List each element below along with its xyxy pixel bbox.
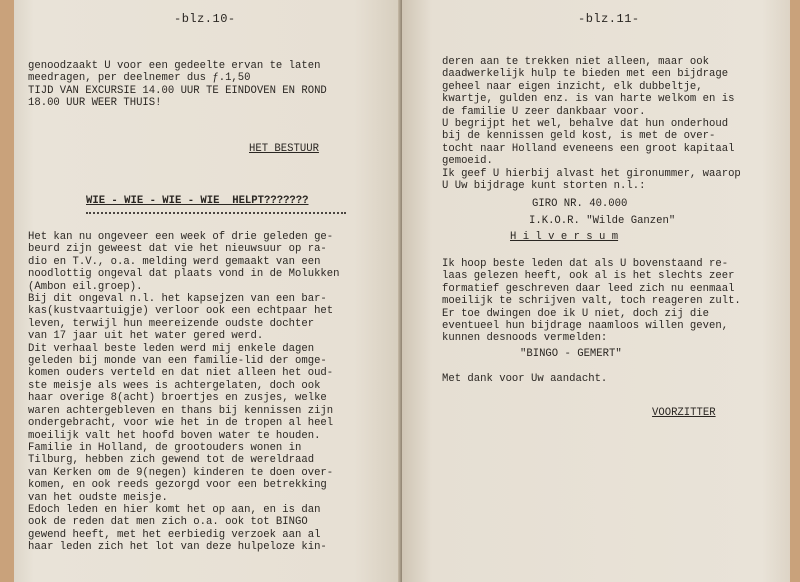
- text-line: Familie in Holland, de grootouders wonen in: [28, 441, 302, 454]
- text-line: dio en T.V., o.a. melding werd gemaakt van een: [28, 255, 321, 268]
- text-line: haar overige 8(acht) broertjes en zusjes, welke: [28, 392, 327, 405]
- text-line: beurd zijn geweest dat vie het nieuwsuur op ra-: [28, 243, 327, 256]
- text-line: van 17 jaar uit het water gered werd.: [28, 330, 264, 343]
- body-text: [28, 231, 340, 554]
- bingo-label: "BINGO - GEMERT": [520, 348, 622, 360]
- text-line: U Uw bijdrage kunt storten n.l.:: [442, 180, 646, 193]
- text-line: ook de reden dat men zich o.a. ook tot BINGO: [28, 516, 308, 529]
- text-line: formatief geschreven daar leed zich nu eenmaal: [442, 282, 735, 295]
- giro-number: GIRO NR. 40.000: [532, 198, 628, 210]
- text-line: kwartje, gulden enz. is van harte welkom en is: [442, 93, 735, 106]
- page-number: -blz.10-: [174, 12, 236, 26]
- text-line: gemoeid.: [442, 155, 493, 168]
- text-line: 18.00 UUR WEER THUIS!: [28, 97, 162, 110]
- text-line: eventueel hun bijdrage naamloos willen geven,: [442, 320, 729, 333]
- text-line: geheel naar eigen inzicht, elk dubbeltje,: [442, 80, 703, 93]
- text-line: Er toe dwingen doe ik U niet, doch zij die: [442, 307, 710, 320]
- text-line: kas(kustvaartuigje) verloor ook een echtpaar het: [28, 305, 334, 318]
- text-line: van Kerken om de 9(negen) kinderen te doen over-: [28, 466, 334, 479]
- text-line: Bij dit ongeval n.l. het kapsejzen van een bar-: [28, 293, 327, 306]
- city-name: H i l v e r s u m: [510, 231, 619, 243]
- text-line: meedragen, per deelnemer dus ƒ.1,50: [28, 72, 251, 85]
- text-line: Dit verhaal beste leden werd mij enkele dagen: [28, 342, 315, 355]
- underline-rule: [86, 212, 346, 214]
- thanks-line: Met dank voor Uw aandacht.: [442, 373, 608, 385]
- paragraph-1: [442, 56, 741, 192]
- text-line: Tilburg, hebben zich gewend tot de wereldraad: [28, 454, 315, 467]
- signature: VOORZITTER: [652, 407, 716, 419]
- text-line: kunnen desnoods vermelden:: [442, 332, 608, 345]
- text-line: ste meisje als wees is achtergelaten, doch ook: [28, 379, 321, 392]
- intro-text: [28, 60, 327, 110]
- paragraph-2: [442, 258, 741, 345]
- heading-het-bestuur: HET BESTUUR: [249, 143, 319, 155]
- text-line: U begrijpt het wel, behalve dat hun onderhoud: [442, 118, 729, 131]
- text-line: moeilijk valt het hoofd boven water te houden.: [28, 429, 321, 442]
- text-line: daadwerkelijk hulp te bieden met een bijdrage: [442, 68, 729, 81]
- right-page: [402, 0, 790, 582]
- text-line: leven, terwijl hun meereizende oudste dochter: [28, 317, 315, 330]
- text-line: waren achtergebleven en thans bij kennissen zijn: [28, 404, 334, 417]
- text-line: genoodzaakt U voor een gedeelte ervan te laten: [28, 60, 321, 72]
- ikor-name: I.K.O.R. "Wilde Ganzen": [529, 215, 676, 227]
- text-line: ondergebracht, voor wie het in de tropen al heel: [28, 417, 334, 430]
- text-line: Ik geef U hierbij alvast het gironummer, waarop: [442, 167, 741, 180]
- text-line: tocht naar Holland eveneens een groot kapitaal: [442, 142, 735, 155]
- text-line: bij de kennissen geld kost, is met de over-: [442, 130, 716, 143]
- text-line: deren aan te trekken niet alleen, maar ook: [442, 56, 710, 68]
- text-line: haar leden zich het lot van deze hulpeloze kin-: [28, 541, 327, 554]
- heading-wie-helpt: WIE - WIE - WIE - WIE HELPT???????: [86, 195, 309, 207]
- text-line: de familie U zeer dankbaar voor.: [442, 105, 646, 118]
- text-line: komen ouders verteld en dat niet alleen het oud-: [28, 367, 334, 380]
- text-line: geleden bij monde van een familie-lid der omge-: [28, 355, 327, 368]
- text-line: van het oudste meisje.: [28, 491, 168, 504]
- text-line: (Ambon eil.groep).: [28, 280, 143, 293]
- left-page: [14, 0, 402, 582]
- text-line: TIJD VAN EXCURSIE 14.00 UUR TE EINDOVEN EN ROND: [28, 84, 327, 97]
- page-number: -blz.11-: [578, 12, 640, 26]
- text-line: Het kan nu ongeveer een week of drie geleden ge-: [28, 231, 334, 243]
- text-line: komen, en ook reeds gezorgd voor een betrekking: [28, 479, 327, 492]
- text-line: noodlottig ongeval dat plaats vond in de Molukken: [28, 268, 340, 281]
- text-line: moeilijk te schrijven valt, toch reageren zult.: [442, 295, 741, 308]
- text-line: laas gelezen heeft, ook al is het slechts zeer: [442, 270, 735, 283]
- text-line: Ik hoop beste leden dat als U bovenstaand re-: [442, 258, 729, 270]
- text-line: gewend heeft, met het eerbiedig verzoek aan al: [28, 528, 321, 541]
- text-line: Edoch leden en hier komt het op aan, en is dan: [28, 503, 321, 516]
